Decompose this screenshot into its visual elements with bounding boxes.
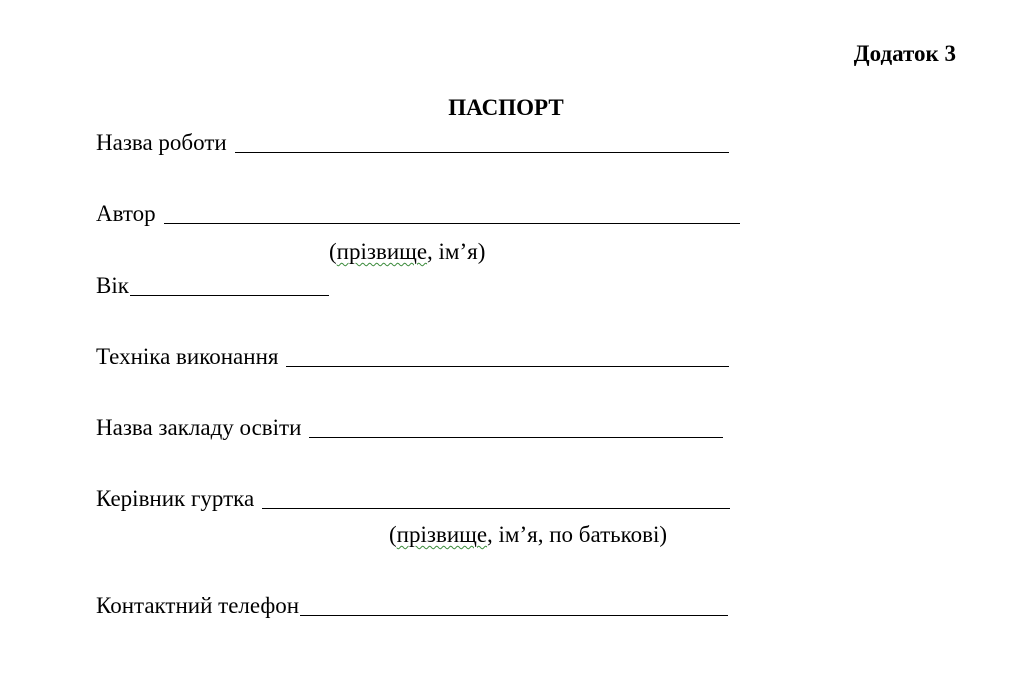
- phone-blank-line[interactable]: [300, 593, 728, 616]
- appendix-label: Додаток 3: [853, 41, 956, 66]
- field-label: Назва закладу освіти: [96, 415, 302, 440]
- field-label: Автор: [96, 201, 156, 226]
- institution-blank-line[interactable]: [309, 415, 723, 438]
- age-blank-line[interactable]: [130, 273, 329, 296]
- field-institution: [96, 414, 723, 442]
- field-phone: [96, 592, 728, 620]
- field-label: Керівник гуртка: [96, 486, 255, 511]
- club-leader-hint: (прізвище, ім’я, по батькові): [389, 522, 668, 547]
- field-label: Вік: [96, 273, 129, 298]
- document-title: ПАСПОРТ: [448, 95, 564, 120]
- field-work-title: [96, 129, 729, 157]
- field-label: Техніка виконання: [96, 344, 279, 369]
- field-label: Контактний телефон: [96, 593, 300, 618]
- spellcheck-word: прізвище: [396, 522, 488, 547]
- author-blank-line[interactable]: [164, 201, 740, 224]
- field-author: [96, 200, 740, 228]
- technique-blank-line[interactable]: [286, 344, 729, 367]
- field-club-leader: [96, 485, 730, 513]
- field-technique: [96, 343, 729, 371]
- field-age: [96, 272, 329, 300]
- club-leader-blank-line[interactable]: [262, 486, 730, 509]
- author-hint: (прізвище, ім’я): [329, 239, 486, 264]
- work-title-blank-line[interactable]: [235, 130, 729, 153]
- spellcheck-word: прізвище: [336, 239, 428, 264]
- field-label: Назва роботи: [96, 130, 227, 155]
